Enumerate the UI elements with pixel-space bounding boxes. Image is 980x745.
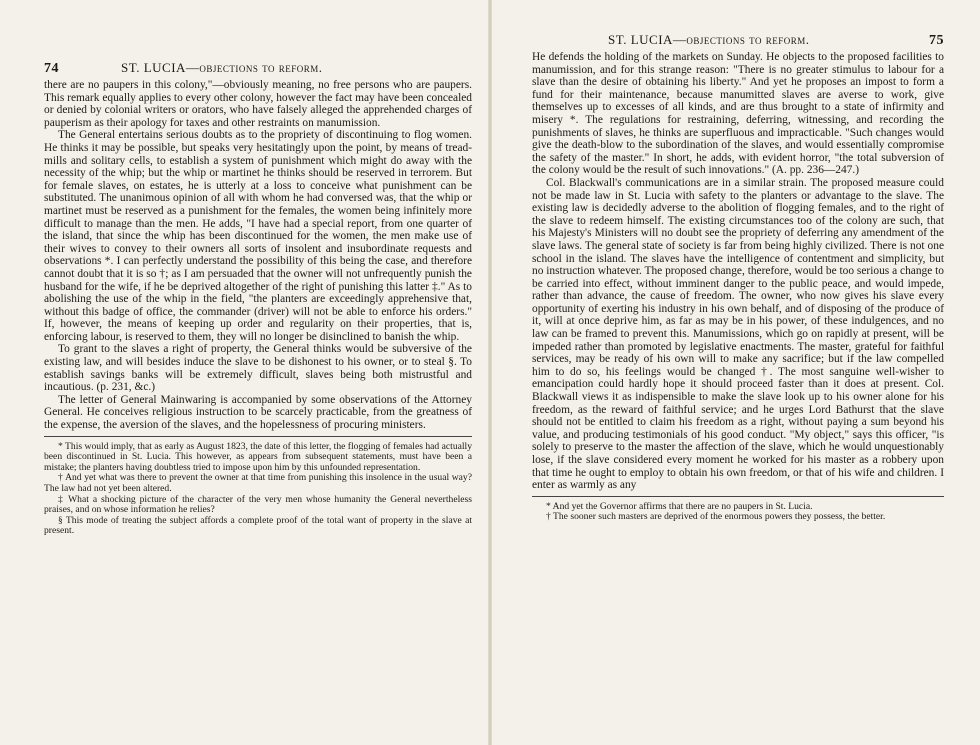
running-head-left: [44, 60, 472, 78]
page-body: [532, 51, 944, 492]
running-head-right: [532, 32, 944, 50]
footnote-divider: [44, 436, 472, 437]
right-page: [490, 0, 980, 745]
page-body: [44, 79, 472, 432]
page-number: 74: [44, 61, 59, 76]
footnote: † The sooner such masters are deprived of the enormous powers they possess, the better.: [546, 511, 886, 523]
footnote: † And yet what was there to prevent the owner at that time from punishing this insolence in the usual way? The law had not yet been altered.: [44, 472, 472, 494]
running-title: ST. LUCIA—objections to reform.: [608, 32, 810, 47]
running-title: ST. LUCIA—objections to reform.: [121, 60, 323, 75]
footnote: * This would imply, that as early as August 1823, the date of this letter, the flogging of females had actually been discontinued in St. Lucia. This however, as appears from subsequent statements, must have been a mistake; the planters having doubtless tried to impose upon him by this unfounded representation.: [44, 440, 472, 473]
footnotes: [532, 502, 944, 523]
footnote: * And yet the Governor affirms that there are no paupers in St. Lucia.: [546, 500, 813, 512]
paragraph: He defends the holding of the markets on Sunday. He objects to the proposed facilities to manumission, and for this strange reason: "There is no greater stimulus to labour for a slave than the desire of obtaining his liberty." And yet he proposes an impost to form a fund for their maintenance, because manumitted slaves are averse to work, give themselves up to excesses of all kinds, and are thus brought to a state of infirmity and misery *. The regulations for restraining, deferring, witnessing, and recording the punishments of slaves, he thinks are superfluous and impracticable. "Such changes would give the death-blow to the subordination of the slaves, and would essentially compromise the safety of the master." In short, he adds, with evident horror, "the total subversion of the colony would be the result of such innovations." (A. pp. 236—247.): [532, 51, 944, 177]
footnote: § This mode of treating the subject affords a complete proof of the total want of property in the slave at present.: [44, 514, 472, 537]
footnote: ‡ What a shocking picture of the character of the very men whose humanity the General nevertheless praises, and on whose information he relies?: [44, 493, 472, 516]
paragraph: there are no paupers in this colony,"—obviously meaning, no free persons who are paupers. This remark equally applies to every other colony, however the fact may have been concealed or denied by colonial writers or orators, who have falsely alleged the apprehended charges of pauperism as their apology for taxes and other restraints on manumission.: [44, 79, 472, 129]
page-number: 75: [929, 33, 944, 48]
paragraph: To grant to the slaves a right of property, the General thinks would be subversive of the existing law, and will besides induce the slave to be dishonest to his owner, or to steal §. To establish savings banks will be extremely difficult, slaves being both mistrustful and incautious. (p. 231, &c.): [44, 343, 472, 394]
footnotes: [44, 442, 472, 537]
footnote-divider: [532, 496, 944, 497]
paragraph: The letter of General Mainwaring is accompanied by some observations of the Attorney General. He conceives religious instruction to be scarcely practicable, from the greatness of the expense, the aversion of the slaves, and the hopelessness of procuring ministers.: [44, 393, 472, 432]
paragraph: Col. Blackwall's communications are in a similar strain. The proposed measure could not be made law in St. Lucia with safety to the planters or advantage to the slave. The existing law is decidedly adverse to the abolition of flogging females, and to the right of the slave to redeem himself. The existing circumstances too of the colony are such, that his Majesty's Ministers will no doubt see the propriety of deferring any amendment of the slave laws. The general state of society is far from being highly civilized. There is not one school in the island. The slaves have the intelligence of contentment and simplicity, but no instruction whatever. The proposed change, therefore, would be too serious a change to be carried into effect, without imminent danger to the public peace, and would impede, rather than advance, the cause of freedom. The owner, who now gives his slave every opportunity of exerting his industry in his own behalf, and of disposing of the produce of it, will at once deprive him, as far as may be in his power, of these indulgences, and no law can be framed to prevent this. Manumissions, which go on rapidly at present, will be impeded rather than promoted by legislative enactments. The master, grateful for faithful services, may be ready of his own will to make any sacrifice; but if the law compelled him to do so, his feelings would be changed †. The most sanguine well-wisher to emancipation could hardly hope it should proceed faster than it does at present. Col. Blackwall views it as indispensible to make the slave look up to his owner alone for his freedom, as the reward of faithful service; and he urges Lord Bathurst that the slave should not be entitled to claim his freedom as a right, without paying a sum beyond his value, and producing testimonials of his good conduct. "My object," says this officer, "is solely to preserve to the master the affection of the slave, which he would unquestionably lose, if the slave considered every moment he worked for his master as a robbery upon that time he ought to employ to obtain his own freedom, or that of his wife and children. I enter as warmly as any: [532, 176, 944, 492]
paragraph: The General entertains serious doubts as to the propriety of discontinuing to flog women. He thinks it may be possible, but speaks very hesitatingly upon the point, by means of tread-mills and solitary cells, to establish a system of punishment which might do away with the necessity of the whip; but the whip or martinet he thinks should be reserved in terrorem. But for female slaves, on estates, he is utterly at a loss to conceive what punishment can be substituted. The unanimous opinion of all with whom he had conversed was, that the whip or martinet must be reserved as a punishment for the females, the women being infinitely more difficult to manage than the men. He adds, "I have had a special report, from one quarter of the island, that since the whip has been discontinued for the women, the men make use of their wives to convey to their owners all sorts of insolent and insubordinate requests and observations *. I can perfectly understand the possibility of this being the case, and therefore cannot doubt that it is so †; as I am persuaded that the owner will not unfrequently punish the husband for the wife, if he be deprived altogether of the right of punishing this latter ‡." As to abolishing the use of the whip in the field, "the planters are exceedingly apprehensive that, without this badge of office, the commander (driver) will not be able to enforce his orders." If, however, the means of keeping up order and regularity on their properties, that is, enforcing labour, is reserved to them, they will no longer be disinclined to banish the whip.: [44, 129, 472, 343]
